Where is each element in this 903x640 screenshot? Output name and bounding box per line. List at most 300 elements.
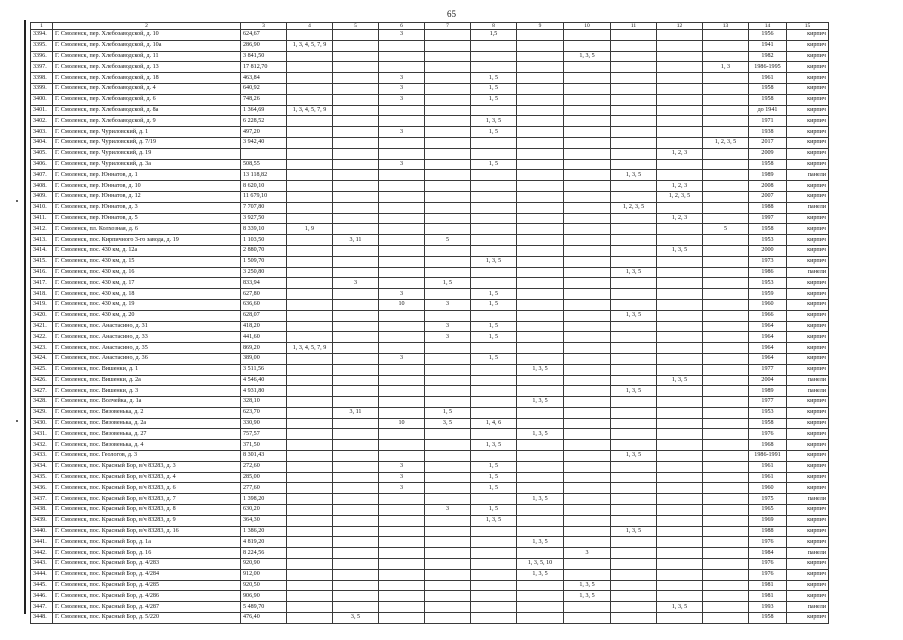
cell-col-10 — [564, 127, 611, 138]
table-row — [31, 51, 829, 62]
cell-build-year: 1961 — [749, 73, 787, 84]
cell-col-9: 1, 3, 5, 10 — [517, 559, 564, 570]
cell-col-9 — [517, 148, 564, 159]
cell-col-13 — [703, 515, 749, 526]
cell-col-12 — [657, 386, 703, 397]
cell-col-7 — [425, 526, 471, 537]
cell-col-5 — [333, 483, 379, 494]
cell-wall-material: кирпич — [787, 505, 829, 516]
scan-edge-line — [24, 20, 26, 614]
cell-build-year: 1981 — [749, 591, 787, 602]
cell-col-6: 10 — [379, 418, 425, 429]
cell-col-12 — [657, 515, 703, 526]
cell-col-7 — [425, 116, 471, 127]
cell-col-6: 3 — [379, 73, 425, 84]
cell-col-8 — [471, 267, 517, 278]
cell-col-12 — [657, 461, 703, 472]
cell-col-6 — [379, 51, 425, 62]
cell-col-13 — [703, 213, 749, 224]
cell-col-8: 1, 3, 5 — [471, 256, 517, 267]
cell-col-4 — [287, 191, 333, 202]
cell-col-13 — [703, 386, 749, 397]
cell-col-12 — [657, 505, 703, 516]
cell-wall-material: кирпич — [787, 515, 829, 526]
cell-area: 11 679,10 — [241, 191, 287, 202]
cell-wall-material: кирпич — [787, 580, 829, 591]
cell-build-year: 1960 — [749, 299, 787, 310]
cell-col-10 — [564, 440, 611, 451]
cell-col-4 — [287, 51, 333, 62]
table-row — [31, 451, 829, 462]
table-row — [31, 213, 829, 224]
cell-row-number: 3422. — [31, 332, 53, 343]
cell-area: 4 931,80 — [241, 386, 287, 397]
cell-col-12 — [657, 224, 703, 235]
cell-col-6 — [379, 148, 425, 159]
cell-col-7 — [425, 289, 471, 300]
cell-address: Г. Смоленск, пос. 430 км, д. 16 — [53, 267, 241, 278]
cell-col-12 — [657, 440, 703, 451]
cell-col-9 — [517, 105, 564, 116]
table-row — [31, 191, 829, 202]
cell-address: Г. Смоленск, пос. Анастасино, д. 31 — [53, 321, 241, 332]
cell-col-4: 1, 3, 4, 5, 7, 9 — [287, 40, 333, 51]
cell-col-11: 1, 3, 5 — [611, 526, 657, 537]
cell-col-11 — [611, 159, 657, 170]
table-row — [31, 397, 829, 408]
cell-col-10 — [564, 375, 611, 386]
cell-wall-material: кирпич — [787, 526, 829, 537]
cell-col-10 — [564, 267, 611, 278]
cell-wall-material: кирпич — [787, 245, 829, 256]
cell-col-11 — [611, 494, 657, 505]
cell-wall-material: кирпич — [787, 440, 829, 451]
cell-col-8 — [471, 245, 517, 256]
cell-build-year: 1976 — [749, 569, 787, 580]
cell-col-6 — [379, 105, 425, 116]
cell-wall-material: кирпич — [787, 451, 829, 462]
cell-row-number: 3439. — [31, 515, 53, 526]
cell-row-number: 3446. — [31, 591, 53, 602]
cell-col-6 — [379, 62, 425, 73]
cell-col-4 — [287, 494, 333, 505]
cell-col-9 — [517, 321, 564, 332]
cell-row-number: 3425. — [31, 364, 53, 375]
cell-col-7 — [425, 127, 471, 138]
cell-build-year: 1977 — [749, 397, 787, 408]
cell-col-6 — [379, 559, 425, 570]
cell-address: Г. Смоленск, пер. Хлебозаводской, д. 8а — [53, 105, 241, 116]
cell-col-8 — [471, 181, 517, 192]
cell-wall-material: кирпич — [787, 613, 829, 624]
cell-col-11: 1, 3, 5 — [611, 267, 657, 278]
cell-wall-material: кирпич — [787, 235, 829, 246]
cell-address: Г. Смоленск, пос. 430 км, д. 18 — [53, 289, 241, 300]
cell-wall-material: кирпич — [787, 40, 829, 51]
cell-col-10 — [564, 299, 611, 310]
table-row — [31, 116, 829, 127]
cell-col-10 — [564, 148, 611, 159]
cell-col-10 — [564, 559, 611, 570]
cell-col-7: 3 — [425, 505, 471, 516]
cell-col-11 — [611, 83, 657, 94]
cell-build-year: 2009 — [749, 148, 787, 159]
cell-col-12: 1, 2, 3 — [657, 181, 703, 192]
cell-col-13 — [703, 310, 749, 321]
cell-col-5 — [333, 526, 379, 537]
cell-col-6 — [379, 224, 425, 235]
cell-area: 418,20 — [241, 321, 287, 332]
cell-col-13 — [703, 181, 749, 192]
cell-col-9 — [517, 289, 564, 300]
table-row — [31, 235, 829, 246]
cell-col-11 — [611, 62, 657, 73]
cell-col-5 — [333, 83, 379, 94]
cell-row-number: 3419. — [31, 299, 53, 310]
cell-col-12: 1, 2, 3 — [657, 213, 703, 224]
cell-col-4 — [287, 548, 333, 559]
cell-col-5 — [333, 591, 379, 602]
cell-build-year: 2000 — [749, 245, 787, 256]
cell-row-number: 3404. — [31, 137, 53, 148]
cell-row-number: 3412. — [31, 224, 53, 235]
cell-col-13 — [703, 332, 749, 343]
cell-col-11 — [611, 137, 657, 148]
cell-row-number: 3434. — [31, 461, 53, 472]
cell-col-4 — [287, 451, 333, 462]
cell-col-11 — [611, 321, 657, 332]
table-row — [31, 256, 829, 267]
cell-col-13 — [703, 526, 749, 537]
cell-col-6 — [379, 429, 425, 440]
cell-col-11 — [611, 51, 657, 62]
cell-col-6 — [379, 332, 425, 343]
cell-col-8 — [471, 202, 517, 213]
cell-col-5 — [333, 310, 379, 321]
cell-col-9 — [517, 461, 564, 472]
cell-col-10 — [564, 569, 611, 580]
cell-row-number: 3410. — [31, 202, 53, 213]
cell-col-6 — [379, 364, 425, 375]
cell-col-5 — [333, 343, 379, 354]
cell-area: 8 620,10 — [241, 181, 287, 192]
cell-col-11 — [611, 537, 657, 548]
cell-col-10 — [564, 321, 611, 332]
cell-row-number: 3401. — [31, 105, 53, 116]
table-row — [31, 537, 829, 548]
cell-col-13: 5 — [703, 224, 749, 235]
table-row — [31, 472, 829, 483]
cell-build-year: 1966 — [749, 310, 787, 321]
cell-col-13 — [703, 94, 749, 105]
cell-col-11 — [611, 397, 657, 408]
cell-address: Г. Смоленск, пос. Красный Бор, д. 4/287 — [53, 602, 241, 613]
cell-build-year: 1986 — [749, 267, 787, 278]
cell-col-12 — [657, 256, 703, 267]
cell-col-4 — [287, 235, 333, 246]
cell-col-12 — [657, 30, 703, 41]
cell-col-7 — [425, 591, 471, 602]
cell-col-7 — [425, 191, 471, 202]
cell-col-4 — [287, 505, 333, 516]
table-row — [31, 375, 829, 386]
cell-build-year: 1986-1995 — [749, 62, 787, 73]
cell-col-8 — [471, 191, 517, 202]
table-row — [31, 332, 829, 343]
cell-col-4 — [287, 159, 333, 170]
cell-col-4 — [287, 602, 333, 613]
table-row — [31, 548, 829, 559]
cell-area: 17 812,70 — [241, 62, 287, 73]
cell-col-11 — [611, 418, 657, 429]
column-header-7: 7 — [425, 23, 471, 30]
cell-col-5 — [333, 602, 379, 613]
cell-col-10 — [564, 30, 611, 41]
cell-area: 628,07 — [241, 310, 287, 321]
cell-col-4 — [287, 353, 333, 364]
cell-col-6 — [379, 526, 425, 537]
cell-col-8 — [471, 602, 517, 613]
cell-area: 7 707,80 — [241, 202, 287, 213]
cell-col-12: 1, 3, 5 — [657, 245, 703, 256]
cell-col-4 — [287, 375, 333, 386]
cell-area: 476,40 — [241, 613, 287, 624]
column-header-13: 13 — [703, 23, 749, 30]
cell-area: 286,90 — [241, 40, 287, 51]
cell-col-11 — [611, 343, 657, 354]
cell-col-9 — [517, 332, 564, 343]
cell-col-9 — [517, 602, 564, 613]
cell-col-11 — [611, 602, 657, 613]
cell-area: 1 386,20 — [241, 526, 287, 537]
cell-col-5 — [333, 461, 379, 472]
cell-wall-material: кирпич — [787, 105, 829, 116]
cell-address: Г. Смоленск, пос. 430 км, д. 12а — [53, 245, 241, 256]
cell-col-6: 3 — [379, 461, 425, 472]
cell-area: 2 880,70 — [241, 245, 287, 256]
table-row — [31, 613, 829, 624]
cell-wall-material: кирпич — [787, 62, 829, 73]
cell-col-11: 1, 3, 5 — [611, 386, 657, 397]
cell-col-12 — [657, 418, 703, 429]
cell-col-5 — [333, 51, 379, 62]
cell-col-4 — [287, 137, 333, 148]
table-row — [31, 245, 829, 256]
cell-col-5 — [333, 321, 379, 332]
cell-col-5 — [333, 537, 379, 548]
cell-col-13 — [703, 159, 749, 170]
cell-col-13 — [703, 267, 749, 278]
cell-col-11 — [611, 515, 657, 526]
cell-build-year: 1989 — [749, 170, 787, 181]
cell-row-number: 3435. — [31, 472, 53, 483]
cell-address: Г. Смоленск, пос. Анастасино, д. 35 — [53, 343, 241, 354]
cell-wall-material: кирпич — [787, 116, 829, 127]
cell-col-8: 1, 5 — [471, 321, 517, 332]
cell-col-12 — [657, 105, 703, 116]
cell-col-9 — [517, 62, 564, 73]
cell-build-year: 1965 — [749, 505, 787, 516]
table-row — [31, 386, 829, 397]
cell-build-year: 1961 — [749, 472, 787, 483]
cell-col-8 — [471, 407, 517, 418]
cell-row-number: 3399. — [31, 83, 53, 94]
cell-col-12 — [657, 548, 703, 559]
cell-wall-material: кирпич — [787, 483, 829, 494]
cell-col-10 — [564, 62, 611, 73]
cell-col-6: 3 — [379, 472, 425, 483]
cell-col-8: 1, 5 — [471, 353, 517, 364]
cell-build-year: 1964 — [749, 343, 787, 354]
cell-address: Г. Смоленск, пос. Вязовенька, д. 2 — [53, 407, 241, 418]
cell-build-year: 2004 — [749, 375, 787, 386]
cell-col-5 — [333, 364, 379, 375]
cell-col-7 — [425, 451, 471, 462]
cell-row-number: 3427. — [31, 386, 53, 397]
cell-row-number: 3395. — [31, 40, 53, 51]
cell-col-5 — [333, 289, 379, 300]
cell-wall-material: кирпич — [787, 30, 829, 41]
column-header-3: 3 — [241, 23, 287, 30]
cell-col-8 — [471, 569, 517, 580]
cell-col-4 — [287, 429, 333, 440]
cell-col-10 — [564, 278, 611, 289]
cell-col-6 — [379, 213, 425, 224]
cell-col-7 — [425, 202, 471, 213]
cell-col-9 — [517, 483, 564, 494]
cell-col-9 — [517, 170, 564, 181]
cell-row-number: 3420. — [31, 310, 53, 321]
cell-col-6 — [379, 548, 425, 559]
cell-col-9 — [517, 580, 564, 591]
cell-col-10 — [564, 137, 611, 148]
cell-col-4: 1, 9 — [287, 224, 333, 235]
cell-col-9 — [517, 343, 564, 354]
cell-col-11 — [611, 569, 657, 580]
column-header-1: 1 — [31, 23, 53, 30]
cell-col-5 — [333, 213, 379, 224]
table-body — [31, 30, 829, 624]
cell-col-7 — [425, 137, 471, 148]
cell-wall-material: кирпич — [787, 310, 829, 321]
table-row — [31, 602, 829, 613]
cell-col-7 — [425, 440, 471, 451]
cell-area: 5 489,70 — [241, 602, 287, 613]
cell-col-7 — [425, 105, 471, 116]
cell-col-13 — [703, 569, 749, 580]
cell-col-12: 1, 2, 3 — [657, 148, 703, 159]
cell-col-5 — [333, 40, 379, 51]
cell-build-year: 1964 — [749, 353, 787, 364]
cell-row-number: 3415. — [31, 256, 53, 267]
cell-col-8 — [471, 526, 517, 537]
cell-row-number: 3424. — [31, 353, 53, 364]
cell-row-number: 3406. — [31, 159, 53, 170]
cell-col-10 — [564, 83, 611, 94]
cell-col-11 — [611, 30, 657, 41]
cell-area: 1 509,70 — [241, 256, 287, 267]
cell-build-year: 1941 — [749, 40, 787, 51]
cell-wall-material: кирпич — [787, 353, 829, 364]
cell-col-9 — [517, 159, 564, 170]
cell-col-10 — [564, 397, 611, 408]
cell-col-6 — [379, 591, 425, 602]
cell-col-12 — [657, 451, 703, 462]
cell-col-12 — [657, 310, 703, 321]
cell-col-6 — [379, 137, 425, 148]
cell-address: Г. Смоленск, пер. Хлебозаводской, д. 18 — [53, 73, 241, 84]
cell-area: 13 118,82 — [241, 170, 287, 181]
cell-col-4 — [287, 591, 333, 602]
cell-col-9 — [517, 548, 564, 559]
cell-col-5: 3, 5 — [333, 613, 379, 624]
cell-col-12 — [657, 569, 703, 580]
cell-col-12 — [657, 483, 703, 494]
cell-col-6 — [379, 191, 425, 202]
cell-col-7 — [425, 483, 471, 494]
cell-area: 389,00 — [241, 353, 287, 364]
table-row — [31, 62, 829, 73]
cell-wall-material: кирпич — [787, 127, 829, 138]
cell-col-9 — [517, 418, 564, 429]
cell-col-10 — [564, 235, 611, 246]
cell-col-5 — [333, 224, 379, 235]
cell-col-6 — [379, 321, 425, 332]
cell-col-4 — [287, 267, 333, 278]
cell-area: 1 364,69 — [241, 105, 287, 116]
cell-col-13 — [703, 580, 749, 591]
cell-col-13 — [703, 51, 749, 62]
cell-col-4 — [287, 83, 333, 94]
cell-col-10 — [564, 505, 611, 516]
cell-build-year: 1982 — [749, 51, 787, 62]
cell-address: Г. Смоленск, пер. Юннатов, д. 10 — [53, 181, 241, 192]
cell-area: 1 103,50 — [241, 235, 287, 246]
column-header-11: 11 — [611, 23, 657, 30]
cell-row-number: 3397. — [31, 62, 53, 73]
cell-col-11 — [611, 289, 657, 300]
cell-col-9 — [517, 137, 564, 148]
cell-col-8: 1, 5 — [471, 472, 517, 483]
cell-col-13 — [703, 170, 749, 181]
cell-wall-material: панели — [787, 548, 829, 559]
cell-col-10 — [564, 472, 611, 483]
cell-address: Г. Смоленск, пос. Анастасино, д. 36 — [53, 353, 241, 364]
cell-col-12 — [657, 40, 703, 51]
table-row — [31, 202, 829, 213]
cell-row-number: 3430. — [31, 418, 53, 429]
cell-address: Г. Смоленск, пл. Колхозная, д. 6 — [53, 224, 241, 235]
cell-col-10 — [564, 494, 611, 505]
cell-col-11 — [611, 559, 657, 570]
cell-col-8 — [471, 548, 517, 559]
cell-area: 3 841,50 — [241, 51, 287, 62]
cell-col-13 — [703, 418, 749, 429]
cell-col-7 — [425, 559, 471, 570]
cell-col-11 — [611, 94, 657, 105]
cell-address: Г. Смоленск, пер. Чуриловский, д. 3а — [53, 159, 241, 170]
cell-address: Г. Смоленск, пос. Вишенки, д. 2а — [53, 375, 241, 386]
cell-wall-material: кирпич — [787, 397, 829, 408]
cell-col-6: 3 — [379, 127, 425, 138]
cell-col-8: 1, 5 — [471, 94, 517, 105]
cell-address: Г. Смоленск, пос. Анастасино, д. 33 — [53, 332, 241, 343]
cell-col-9 — [517, 472, 564, 483]
cell-col-8 — [471, 364, 517, 375]
cell-row-number: 3442. — [31, 548, 53, 559]
cell-col-5 — [333, 299, 379, 310]
cell-col-12 — [657, 127, 703, 138]
